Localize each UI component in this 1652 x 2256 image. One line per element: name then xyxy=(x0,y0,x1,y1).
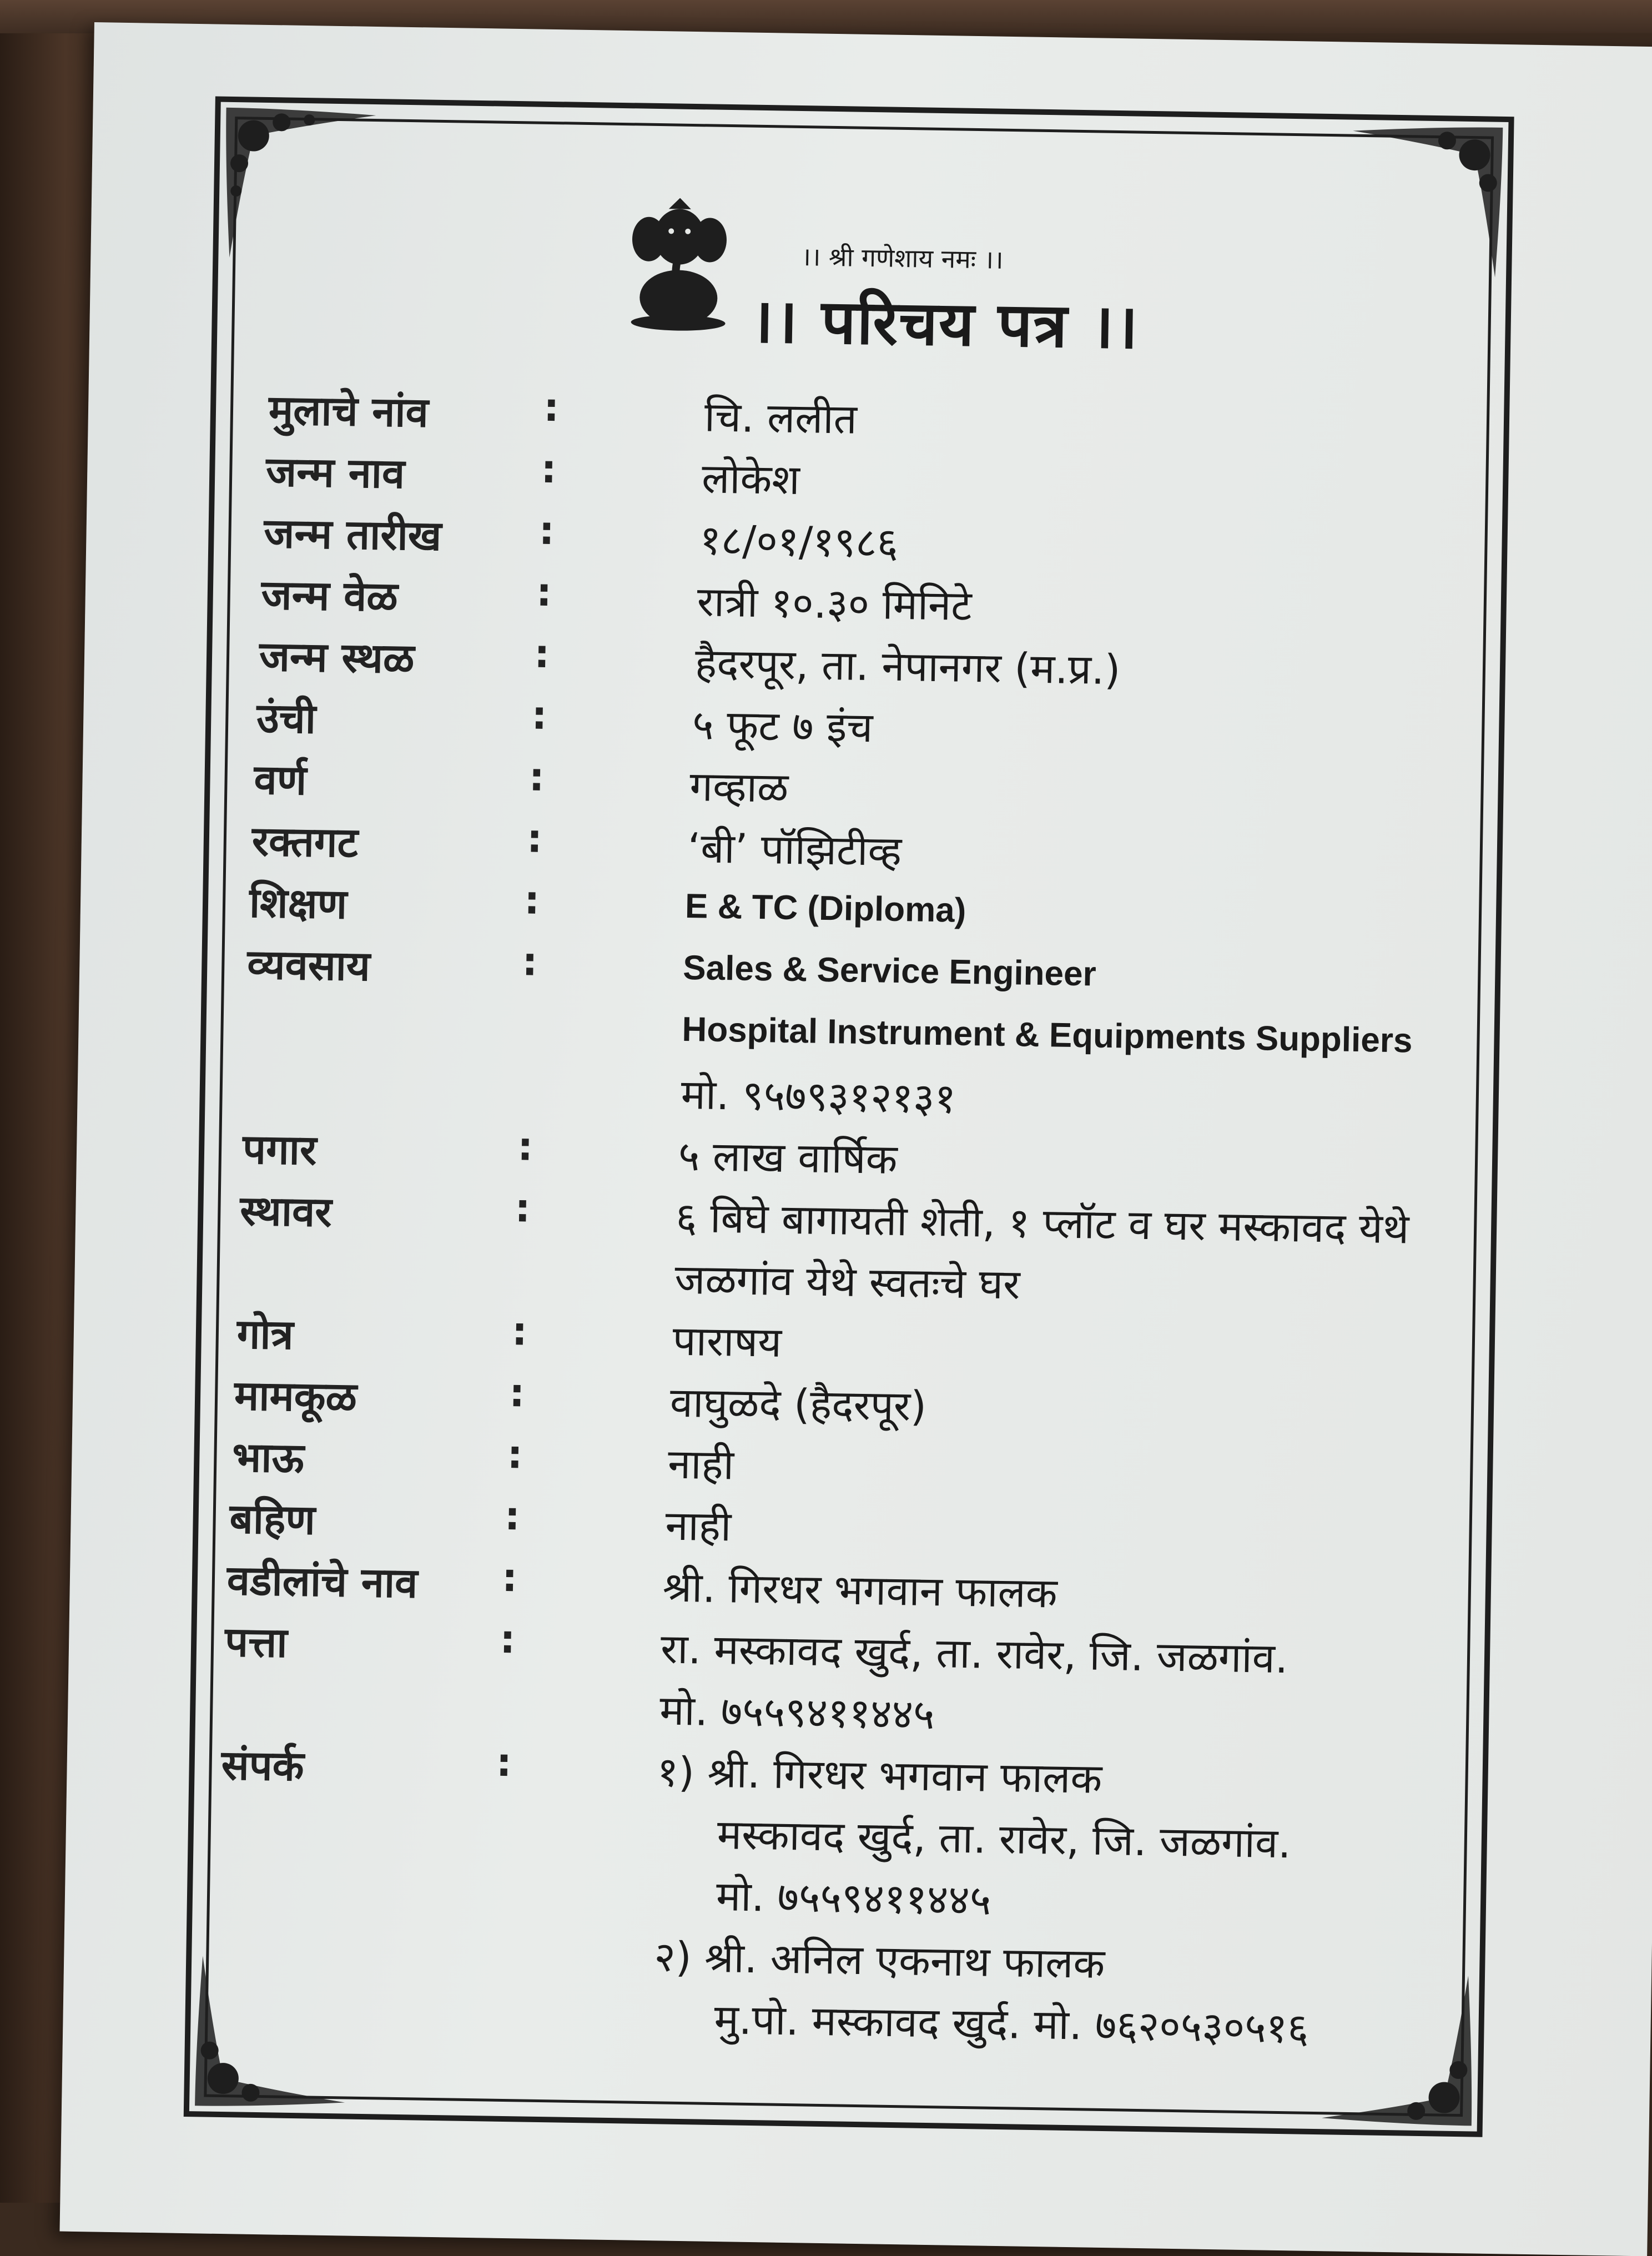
field-separator: : xyxy=(536,569,552,616)
field-separator: : xyxy=(526,815,543,862)
field-separator: : xyxy=(496,1739,512,1786)
field-label: जन्म वेळ xyxy=(261,571,399,621)
biodata-card xyxy=(59,22,1652,2256)
field-value: चि. ललीत xyxy=(704,393,858,444)
field-separator: : xyxy=(531,692,548,738)
field-separator: : xyxy=(501,1554,518,1601)
field-value-continuation: मो. ९५७९३१२१३१ xyxy=(681,1070,956,1123)
field-value-continuation: जळगांव येथे स्वतःचे घर xyxy=(674,1255,1021,1309)
field-value-continuation: २) श्री. अनिल एकनाथ फालक xyxy=(653,1933,1105,1988)
field-label: बहिण xyxy=(229,1495,316,1544)
field-separator: : xyxy=(543,384,560,431)
field-value: ‘बी’ पॉझिटीव्ह xyxy=(687,824,902,876)
field-value: Sales & Service Engineer xyxy=(682,948,1097,994)
field-separator: : xyxy=(508,1370,525,1416)
field-value-continuation: Hospital Instrument & Equipments Suppliers xyxy=(682,1010,1413,1060)
field-value: ५ फूट ७ इंच xyxy=(692,701,874,752)
field-value: ६ बिघे बागायती शेती, १ प्लॉट व घर मस्कावद येथे xyxy=(675,1194,1409,1253)
field-label: मामकूळ xyxy=(234,1372,357,1422)
field-label: उंची xyxy=(256,694,316,743)
field-separator: : xyxy=(538,507,555,554)
field-label: मुलाचे नांव xyxy=(268,386,429,437)
field-value: गव्हाळ xyxy=(689,763,789,812)
invocation-text: ।। श्री गणेशाय नमः ।। xyxy=(801,241,1004,275)
field-label: गोत्र xyxy=(236,1310,294,1359)
field-value: श्री. गिरधर भगवान फालक xyxy=(662,1563,1058,1618)
field-label: संपर्क xyxy=(221,1741,305,1791)
field-value: रा. मस्कावद खुर्द, ता. रावेर, जि. जळगांव. xyxy=(660,1625,1289,1683)
field-value: रात्री १०.३० मिनिटे xyxy=(697,578,973,630)
field-value: हैदरपूर, ता. नेपानगर (म.प्र.) xyxy=(694,639,1121,694)
field-separator: : xyxy=(528,754,545,800)
field-separator: : xyxy=(533,631,550,677)
field-label: जन्म नाव xyxy=(265,447,405,498)
decorative-border xyxy=(184,96,1514,2137)
field-label: वर्ण xyxy=(253,756,307,805)
field-label: व्यवसाय xyxy=(246,940,371,991)
page-title: ।। परिचय पत्र ।। xyxy=(749,285,1140,362)
field-value: १८/०१/१९८६ xyxy=(699,516,899,567)
field-value: १) श्री. गिरधर भगवान फालक xyxy=(656,1748,1102,1803)
biodata-fields xyxy=(189,102,1509,2132)
field-separator: : xyxy=(540,446,557,492)
field-value: नाही xyxy=(664,1502,732,1551)
field-value: ५ लाख वार्षिक xyxy=(678,1132,898,1184)
field-label: भाऊ xyxy=(231,1433,305,1483)
field-value: E & TC (Diploma) xyxy=(684,887,966,930)
field-label: जन्म स्थळ xyxy=(259,632,415,683)
field-value: नाही xyxy=(667,1440,734,1489)
field-separator: : xyxy=(506,1432,523,1478)
field-separator: : xyxy=(521,939,538,985)
field-value-continuation: मु.पो. मस्कावद खुर्द. मो. ७६२०५३०५१६ xyxy=(713,1995,1309,2053)
field-label: जन्म तारीख xyxy=(263,509,442,560)
field-value-continuation: मस्कावद खुर्द, ता. रावेर, जि. जळगांव. xyxy=(717,1811,1292,1868)
field-value: पाराषय xyxy=(672,1317,782,1367)
field-value: वाघुळदे (हैदरपूर) xyxy=(669,1378,927,1431)
field-label: शिक्षण xyxy=(249,879,347,929)
field-label: वडीलांचे नाव xyxy=(226,1557,418,1608)
field-label: स्थावर xyxy=(239,1187,333,1236)
field-value: लोकेश xyxy=(701,455,800,505)
field-separator: : xyxy=(523,877,540,923)
field-separator: : xyxy=(511,1308,528,1354)
field-separator: : xyxy=(499,1616,516,1663)
field-label: रक्तगट xyxy=(251,817,359,867)
field-separator: : xyxy=(517,1124,533,1170)
field-label: पत्ता xyxy=(224,1618,288,1667)
field-label: पगार xyxy=(242,1125,317,1175)
field-separator: : xyxy=(504,1493,521,1539)
field-separator: : xyxy=(514,1185,531,1231)
field-value-continuation: मो. ७५५९४११४४५ xyxy=(659,1686,935,1739)
field-value-continuation: मो. ७५५९४११४४५ xyxy=(716,1872,991,1925)
